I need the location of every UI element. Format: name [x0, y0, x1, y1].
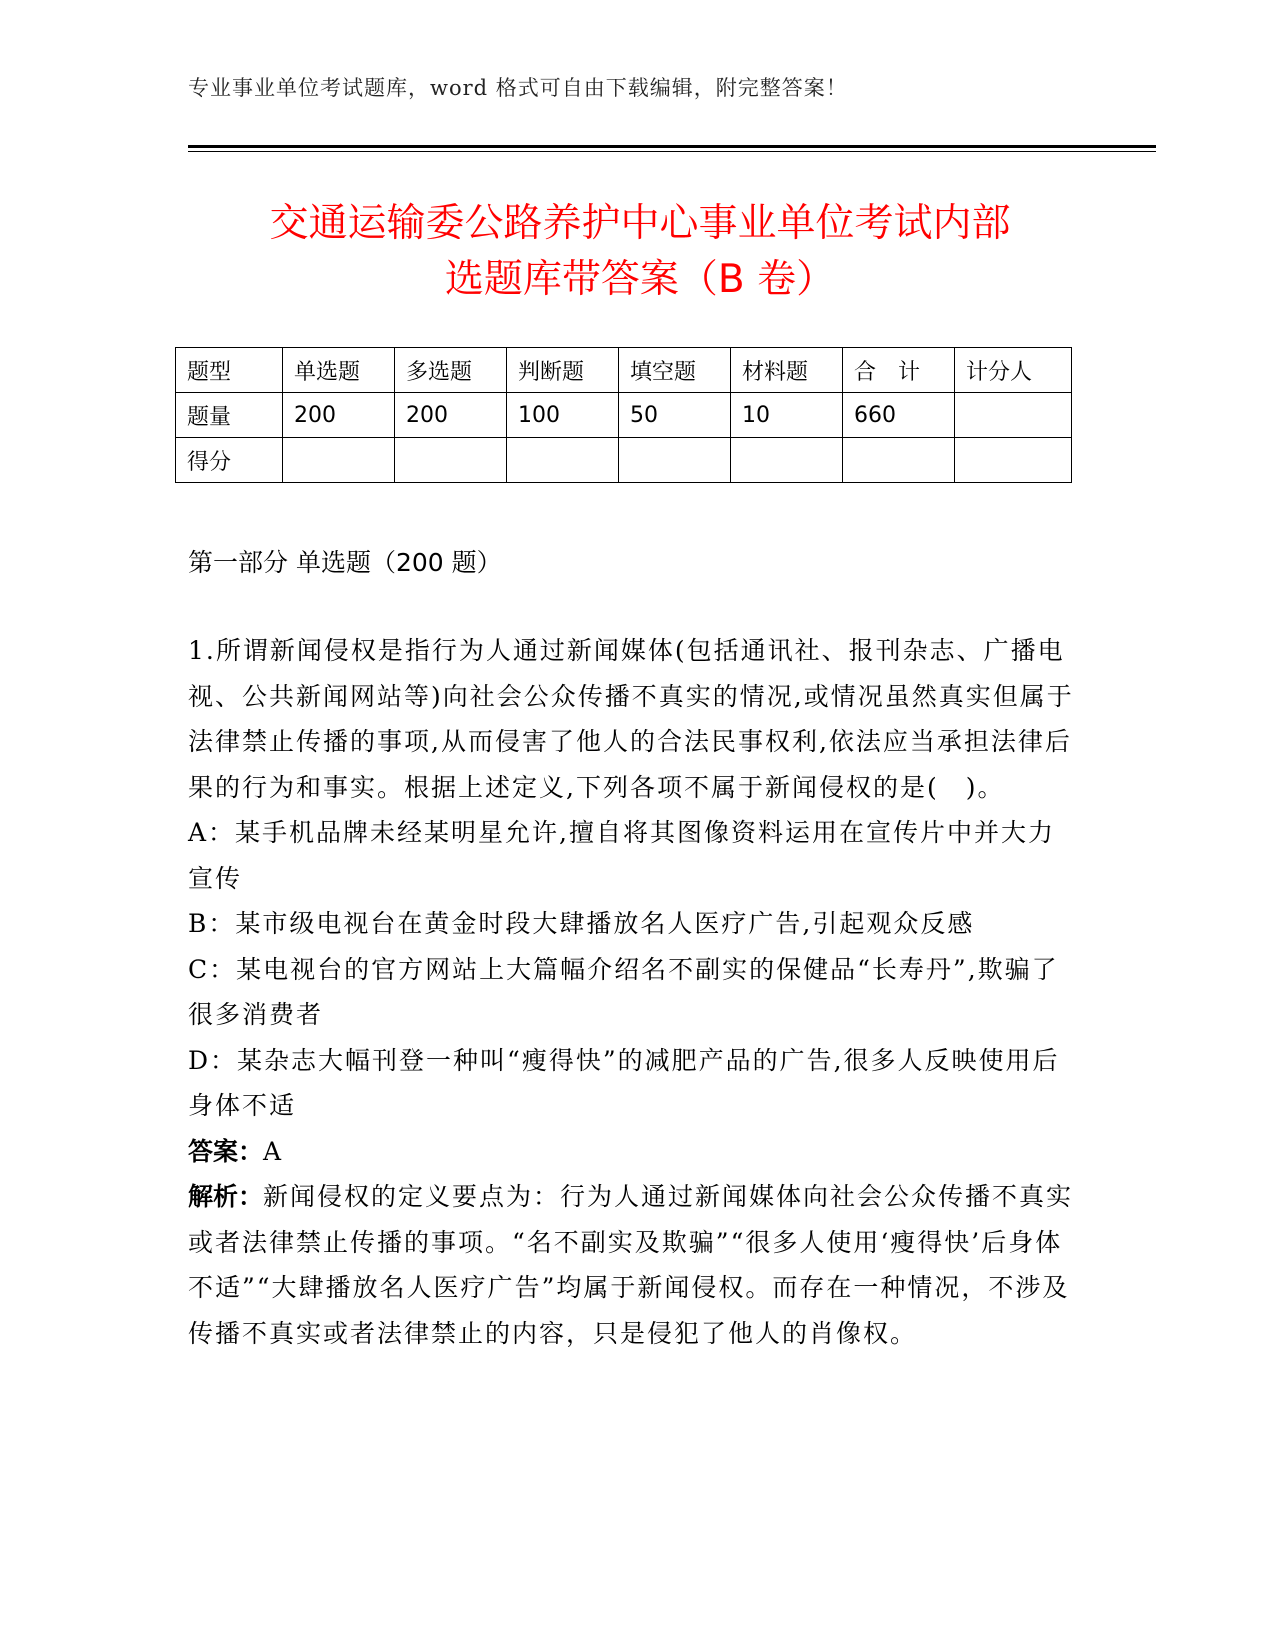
table-cell: 50 [619, 393, 731, 438]
score-table-header-row [176, 348, 1072, 393]
table-cell [955, 438, 1072, 483]
table-cell: 多选题 [395, 348, 507, 393]
analysis-line [188, 1174, 1078, 1356]
table-cell: 合 计 [843, 348, 955, 393]
analysis-text: 新闻侵权的定义要点为：行为人通过新闻媒体向社会公众传播不真实或者法律禁止传播的事项。“名不副实及欺骗”“很多人使用‘瘦得快’后身体不适”“大肆播放名人医疗广告”均属于新闻侵权。而存在一种情况，不涉及传播不真实或者法律禁止的内容，只是侵犯了他人的肖像权。 [188, 1182, 1074, 1348]
table-cell [619, 438, 731, 483]
table-cell: 题量 [176, 393, 283, 438]
section-title: 第一部分 单选题（200 题） [188, 548, 502, 577]
answer-line [188, 1129, 1078, 1175]
score-table [175, 347, 1072, 483]
table-cell: 计分人 [955, 348, 1072, 393]
table-cell [395, 438, 507, 483]
title-line-2: 选题库带答案（B 卷） [444, 257, 836, 302]
table-cell: 100 [507, 393, 619, 438]
table-cell: 200 [283, 393, 395, 438]
table-cell: 10 [731, 393, 843, 438]
table-cell: 单选题 [283, 348, 395, 393]
header-rule-thin [188, 151, 1156, 152]
score-table-score-row [176, 438, 1072, 483]
table-cell: 判断题 [507, 348, 619, 393]
table-cell [843, 438, 955, 483]
answer-value: A [263, 1136, 284, 1166]
table-cell: 填空题 [619, 348, 731, 393]
document-title [140, 196, 1140, 308]
header-rule-thick [188, 145, 1156, 148]
table-cell: 题型 [176, 348, 283, 393]
table-cell: 得分 [176, 438, 283, 483]
option-a: A：某手机品牌未经某明星允许,擅自将其图像资料运用在宣传片中并大力宣传 [188, 818, 1056, 893]
table-cell: 660 [843, 393, 955, 438]
answer-label: 答案： [188, 1136, 264, 1166]
question-block [188, 628, 1078, 1356]
table-cell: 200 [395, 393, 507, 438]
option-b: B：某市级电视台在黄金时段大肆播放名人医疗广告,引起观众反感 [188, 909, 975, 938]
question-stem: 1.所谓新闻侵权是指行为人通过新闻媒体(包括通讯社、报刊杂志、广播电视、公共新闻网站等)向社会公众传播不真实的情况,或情况虽然真实但属于法律禁止传播的事项,从而侵害了他人的合法民事权利,依法应当承担法律后果的行为和事实。根据上述定义,下列各项不属于新闻侵权的是( )。 [188, 636, 1074, 802]
header-note: 专业事业单位考试题库，word 格式可自由下载编辑，附完整答案！ [188, 76, 848, 100]
table-cell [507, 438, 619, 483]
option-d: D：某杂志大幅刊登一种叫“瘦得快”的减肥产品的广告,很多人反映使用后身体不适 [188, 1045, 1060, 1120]
table-cell [283, 438, 395, 483]
title-line-1: 交通运输委公路养护中心事业单位考试内部 [269, 201, 1011, 246]
table-cell: 材料题 [731, 348, 843, 393]
table-cell [955, 393, 1072, 438]
score-table-count-row [176, 393, 1072, 438]
analysis-label: 解析： [188, 1182, 264, 1211]
table-cell [731, 438, 843, 483]
option-c: C：某电视台的官方网站上大篇幅介绍名不副实的保健品“长寿丹”,欺骗了很多消费者 [188, 954, 1059, 1029]
